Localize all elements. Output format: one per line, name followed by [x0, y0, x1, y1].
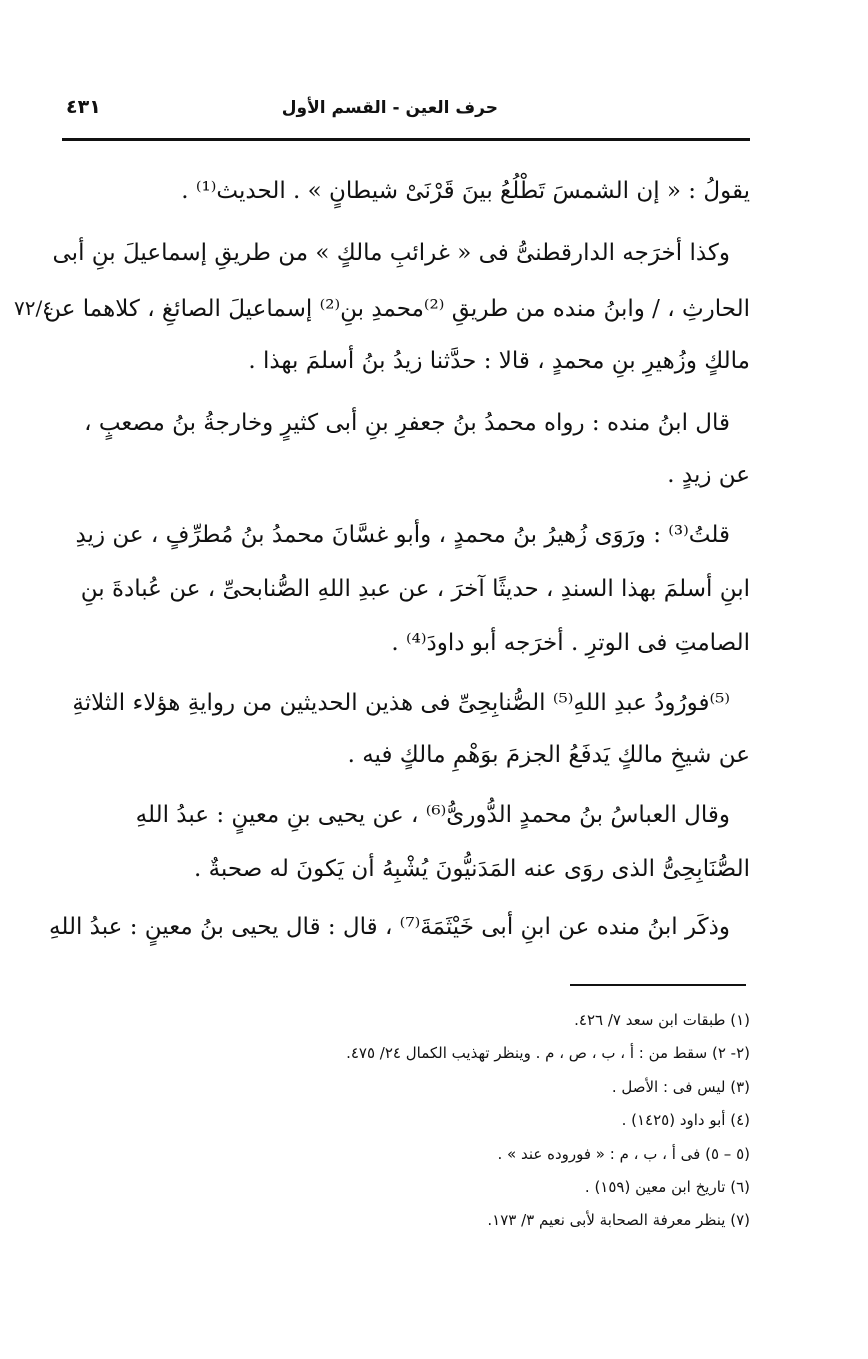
footnote-item: (١) طبقات ابن سعد ٧/ ٤٢٦. [574, 1011, 750, 1029]
footnote-item: (٥ – ٥) فى أ ، ب ، م : « فوروده عند » . [497, 1144, 750, 1163]
text-line: عن زيدٍ . [667, 462, 750, 488]
running-title: حرف العين - القسم الأول [281, 98, 498, 118]
text-line: يقولُ : « إن الشمسَ تَطْلُعُ بينَ قَرْنَىْ شيطانٍ » . الحديث⁽¹⁾ . [181, 178, 750, 204]
text-line: وكذا أخرَجه الدارقطنىُّ فى « غرائبِ مالكٍ » من طريقِ إسماعيلَ بنِ أبى [52, 240, 730, 266]
page-header [62, 96, 748, 128]
text-line: قال ابنُ منده : رواه محمدُ بنُ جعفرِ بنِ أبى كثيرٍ وخارجةُ بنُ مصعبٍ ، [84, 410, 730, 436]
footnote-item: (٢- ٢) سقط من : أ ، ب ، ص ، م . وينظر تهذيب الكمال ٢٤/ ٤٧٥. [346, 1044, 750, 1063]
footnote-item: (٤) أبو داود (١٤٢٥) . [621, 1111, 750, 1130]
text-line: وذكَر ابنُ منده عن ابنِ أبى خَيْثَمَةَ⁽⁷⁾ ، قال : قال يحيى بنُ معينٍ : عبدُ اللهِ [49, 914, 730, 940]
footnote-item: (٦) تاريخ ابن معين (١٥٩) . [584, 1178, 750, 1197]
text-line: ابنِ أسلمَ بهذا السندِ ، حديثًا آخرَ ، عن عبدِ اللهِ الصُّنابحىِّ ، عن عُبادةَ بنِ [80, 576, 750, 602]
footnote-item: (٣) ليس فى : الأصل . [611, 1077, 750, 1096]
text-line: مالكٍ وزُهيرِ بنِ محمدٍ ، قالا : حدَّثنا زيدُ بنُ أسلمَ بهذا . [248, 348, 750, 374]
margin-reference: ٧٢/٤ [14, 296, 53, 320]
footnotes [60, 1004, 750, 1238]
footnote-divider [570, 984, 746, 986]
header-divider [62, 138, 750, 141]
page-number: ٤٣١ [66, 96, 101, 118]
text-line: الصامتِ فى الوترِ . أخرَجه أبو داودَ⁽⁴⁾ . [391, 630, 750, 656]
text-line: وقال العباسُ بنُ محمدٍ الدُّورىُّ⁽⁶⁾ ، عن يحيى بنِ معينٍ : عبدُ اللهِ [135, 802, 730, 828]
text-line: عن شيخِ مالكٍ يَدفَعُ الجزمَ بوَهْمِ مالكٍ فيه . [347, 742, 750, 768]
text-line: الحارثِ ، / وابنُ منده من طريقِ ⁽²⁾محمدِ بنِ⁽²⁾ إسماعيلَ الصائغِ ، كلاهما عن [44, 296, 750, 322]
text-line: ⁽⁵⁾فورُودُ عبدِ اللهِ⁽⁵⁾ الصُّنابِحِىِّ فى هذين الحديثين من روايةِ هؤلاء الثلاثةِ [72, 690, 730, 716]
footnote-item: (٧) ينظر معرفة الصحابة لأبى نعيم ٣/ ١٧٣. [487, 1211, 750, 1230]
text-line: قلتُ⁽³⁾ : ورَوَى زُهيرُ بنُ محمدٍ ، وأبو غسَّانَ محمدُ بنُ مُطرِّفٍ ، عن زيدِ [75, 522, 730, 548]
text-line: الصُّنَابِحِىُّ الذى روَى عنه المَدَنيُّونَ يُشْبِهُ أن يَكونَ له صحبةٌ . [193, 856, 750, 882]
